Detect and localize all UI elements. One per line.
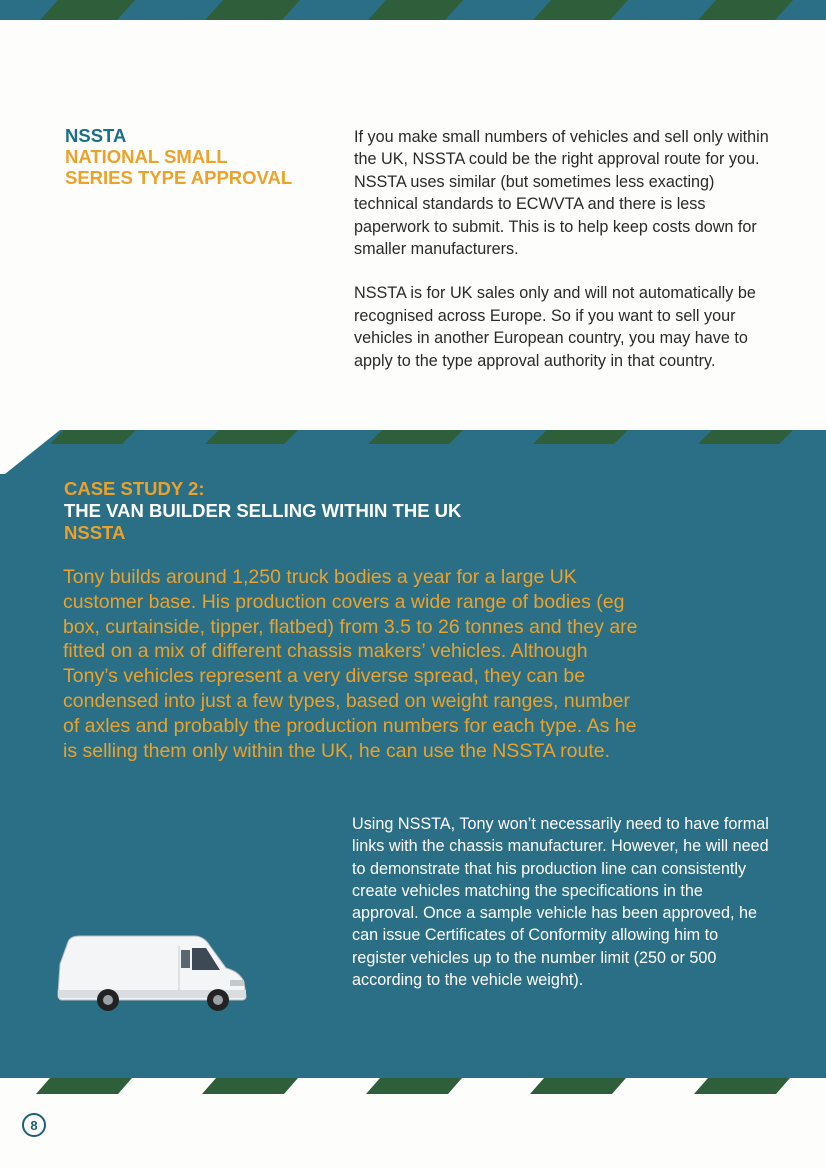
top-stripe-band	[0, 0, 826, 20]
intro-text	[354, 126, 774, 394]
section-heading	[65, 125, 325, 188]
section-title-line1: NATIONAL SMALL	[65, 146, 228, 167]
section-acronym: NSSTA	[65, 125, 127, 146]
case-study-title: THE VAN BUILDER SELLING WITHIN THE UK	[64, 500, 462, 521]
intro-paragraph-1: If you make small numbers of vehicles and sell only within the UK, NSSTA could be the right approval route for you. NSSTA uses similar (but sometimes less exacting) technical standards to ECWVTA and there is less paperwork to submit. This is to help keep costs down for smaller manufacturers.	[354, 128, 769, 259]
case-study-body: Tony builds around 1,250 truck bodies a year for a large UK customer base. His production covers a wide range of bodies (eg box, curtainside, tipper, flatbed) from 3.5 to 26 tonnes and they are fitted on a mix of different chassis makers’ vehicles. Although Tony’s vehicles represent a very diverse spread, they can be condensed into just a few types, based on weight ranges, number of axles and probably the production numbers for each type. As he is selling them only within the UK, he can use the NSSTA route.	[63, 566, 638, 762]
case-study-detail: Using NSSTA, Tony won’t necessarily need to have formal links with the chassis manufacturer. However, he will need to demonstrate that his production line can consistently create vehicles matching the specifications in the approval. Once a sample vehicle has been approved, he can issue Certificates of Conformity allowing him to register vehicles up to the number limit (250 or 500 according to the vehicle weight).	[352, 815, 769, 990]
case-study-route: NSSTA	[64, 522, 126, 543]
case-study-label: CASE STUDY 2:	[64, 478, 205, 499]
bottom-stripe-band	[0, 1078, 826, 1094]
intro-paragraph-2: NSSTA is for UK sales only and will not automatically be recognised across Europe. So if you want to sell your vehicles in another European country, you may have to apply to the type approval authority in that country.	[354, 284, 756, 370]
van-illustration	[54, 934, 250, 1016]
case-study-heading	[64, 478, 684, 544]
section-title-line2: SERIES TYPE APPROVAL	[65, 167, 293, 188]
page-number-badge: 8	[22, 1113, 46, 1137]
